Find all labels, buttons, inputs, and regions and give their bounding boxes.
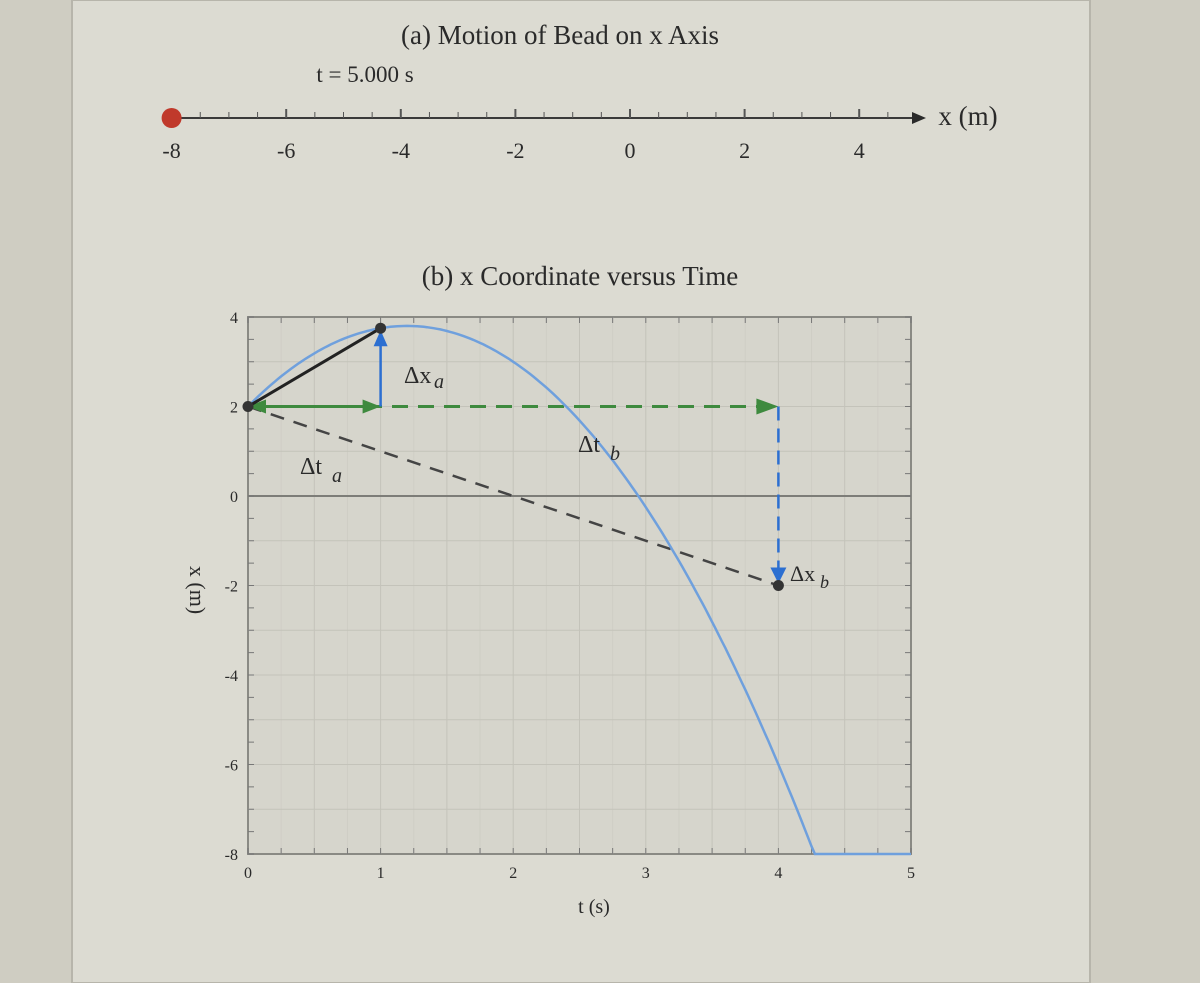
delta-x-a-label: Δx [404, 363, 432, 389]
time-readout: t = 5.000 s [316, 62, 414, 87]
x-axis-label: t (s) [578, 896, 610, 918]
panel-a-tick-label: 2 [739, 138, 751, 163]
delta-t-b-subscript: b [610, 443, 620, 465]
data-point [773, 580, 784, 591]
x-tick-label: 3 [641, 865, 650, 882]
data-point [375, 323, 386, 334]
y-tick-label: 4 [230, 310, 238, 327]
panel-a-tick-label: 4 [853, 138, 865, 163]
y-tick-label: 0 [230, 489, 238, 506]
y-axis-label: x (m) [185, 565, 210, 615]
y-tick-label: -2 [224, 578, 238, 596]
x-tick-label: 4 [774, 865, 783, 882]
panel-a-tick-label: -8 [162, 138, 181, 163]
x-tick-label: 2 [509, 865, 518, 882]
delta-x-b-subscript: b [820, 572, 829, 592]
delta-t-b-label: Δt [578, 432, 601, 458]
y-tick-label: 2 [230, 399, 238, 417]
panel-a-tick-label: -6 [277, 138, 296, 163]
delta-x-a-subscript: a [434, 371, 444, 393]
panel-b-plot [185, 310, 915, 918]
delta-t-a-subscript: a [332, 465, 342, 487]
panel-a-tick-label: -4 [391, 138, 410, 163]
delta-x-b-label: Δx [790, 561, 816, 586]
panel-a-axis-label: x (m) [938, 101, 998, 131]
x-tick-label: 5 [907, 865, 915, 882]
panel-a-tick-label: 0 [624, 138, 636, 163]
y-tick-label: -4 [224, 668, 238, 685]
delta-t-a-label: Δt [300, 454, 323, 480]
panel-a-title: (a) Motion of Bead on x Axis [401, 20, 719, 50]
x-tick-label: 1 [376, 865, 385, 882]
y-tick-label: -6 [224, 757, 238, 775]
data-point [243, 401, 254, 412]
panel-b-title: (b) x Coordinate versus Time [421, 261, 739, 291]
x-tick-label: 0 [244, 865, 252, 882]
bead-marker[interactable] [162, 108, 182, 128]
y-tick-label: -8 [224, 847, 238, 864]
panel-a-tick-label: -2 [506, 138, 525, 163]
